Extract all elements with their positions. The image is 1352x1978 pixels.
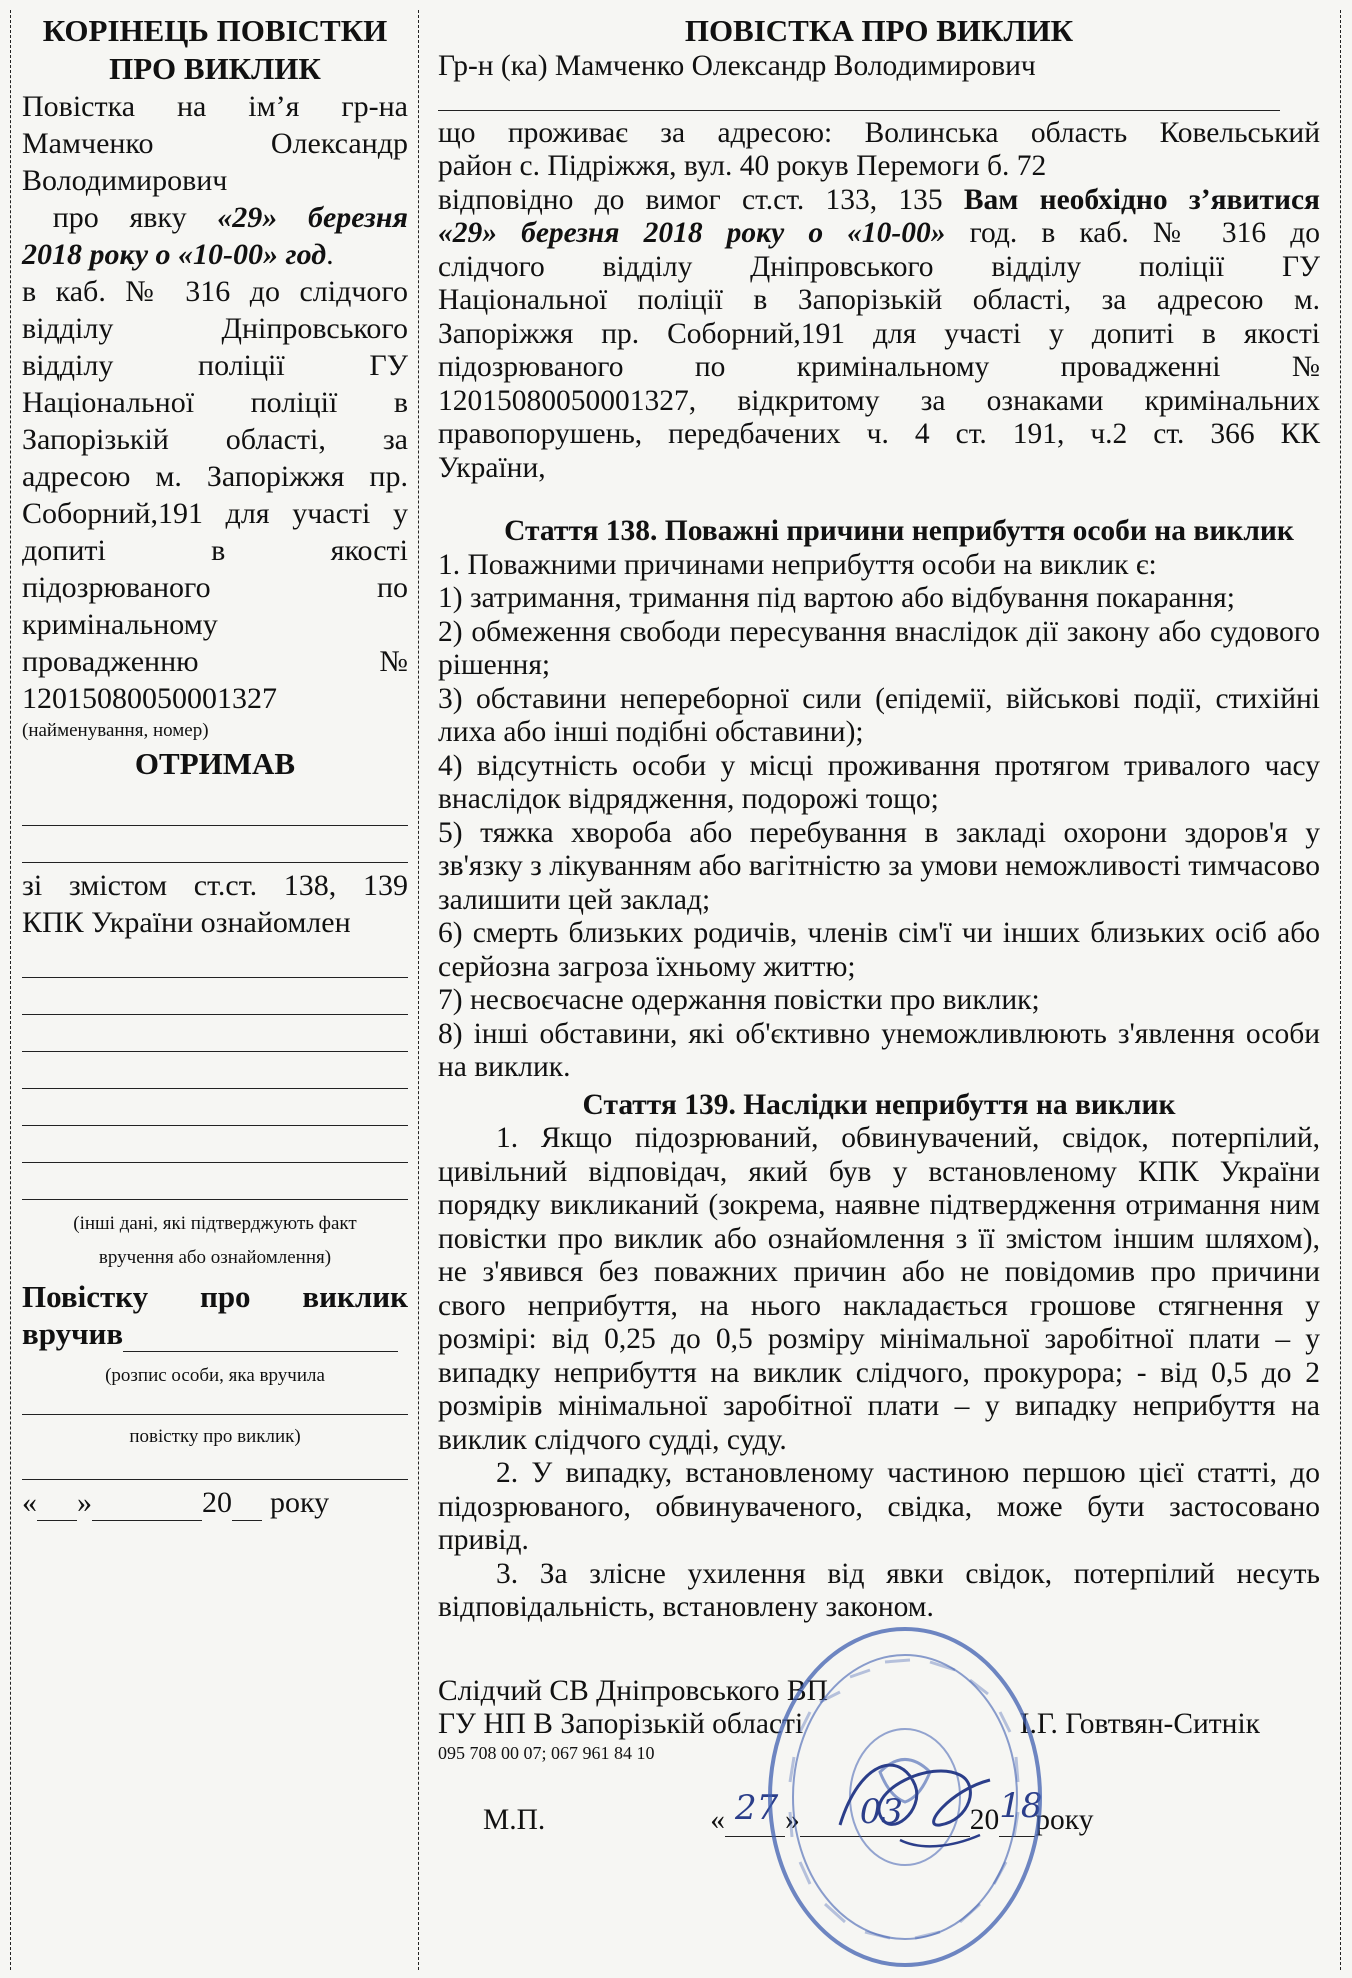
blank-line (22, 1015, 408, 1052)
cut-line-middle (418, 10, 419, 1970)
article-139-paragraph: 2. У випадку, встановленому частиною першою цієї статті, до підозрюваного, обвинуваченого, свідка, може бути застосовано привід. (438, 1457, 1320, 1556)
stub-line: Національної поліції в (22, 386, 408, 419)
stub-line: провадженню № (22, 645, 408, 678)
stub-date: «29» березня (217, 201, 408, 234)
article-138-item: 8) інші обставини, які об'єктивно унеможливлюють з'явлення особи на виклик. (438, 1017, 1320, 1083)
delivered-heading: Повістку про виклик (22, 1279, 408, 1314)
stub-text: . (326, 238, 334, 271)
date-line (438, 217, 1320, 251)
blank-line (438, 84, 1280, 111)
stub-line: допиті в якості (22, 534, 408, 567)
article-138-item: 6) смерть близьких родичів, членів сім'ї чи інших близьких осіб або серйозна загроза їхньому життю; (438, 917, 1320, 983)
day-field[interactable] (37, 1492, 77, 1521)
article-139-paragraph: 3. За злісне ухилення від явки свідок, потерпілий несуть відповідальність, встановлену законом. (438, 1557, 1320, 1623)
mp-label: М.П. (483, 1803, 546, 1836)
delivered-label: вручив (22, 1316, 124, 1351)
stub-line (22, 199, 408, 236)
date-quote: » (77, 1486, 92, 1519)
requirement-line (438, 184, 1320, 218)
handwritten-month: 03 (859, 1792, 904, 1832)
date-rest: год. в каб. № 316 до (945, 217, 1320, 249)
article-138-item: 7) несвоєчасне одержання повістки про виклик; (438, 984, 1040, 1016)
stub-line: кримінальному (22, 608, 218, 641)
body-line: України, (438, 451, 546, 484)
stub-line: Соборний,191 для участі у (22, 497, 408, 530)
signature-icon (820, 1730, 1010, 1870)
body-line: слідчого відділу Дніпровського відділу поліції ГУ (438, 250, 1320, 283)
stub-note: (найменування, номер) (22, 720, 209, 741)
stub-note: (розпис особи, яка вручила (105, 1365, 325, 1386)
stub-date: 2018 року о «10-00» год (22, 238, 327, 271)
blank-line (22, 1388, 408, 1415)
requirement-bold: Вам необхідно з’явитися (963, 183, 1321, 216)
year-word: року (1035, 1803, 1094, 1836)
blank-line (22, 978, 408, 1015)
investigator-title: Слідчий СВ Дніпровського ВП (438, 1674, 828, 1707)
body-line: підозрюваного по кримінальному провадженні № (438, 351, 1320, 383)
body-line: 12015080050001327, відкритому за ознаками кримінальних (438, 384, 1320, 417)
cut-line-right (1340, 10, 1341, 1970)
stub-note: (інші дані, які підтверджують факт (73, 1213, 357, 1234)
year-field[interactable] (232, 1492, 262, 1521)
stub-line: в каб. № 316 до слідчого (22, 275, 408, 308)
stub-line: відділу поліції ГУ (22, 349, 408, 382)
stub-line (22, 236, 408, 273)
stub-line: Мамченко Олександр (22, 127, 408, 160)
cut-line-left (10, 10, 11, 1970)
summons-column (438, 12, 1320, 1837)
appointment-date: «29» березня 2018 року о «10-00» (438, 217, 946, 249)
blank-line (22, 1089, 408, 1126)
blank-line (22, 826, 408, 863)
stub-column (22, 12, 408, 1521)
requirement-text: відповідно до вимог ст.ст. 133, 135 (438, 183, 964, 216)
article-139-paragraph: 1. Якщо підозрюваний, обвинувачений, свідок, потерпілий, цивільний відповідач, який був у встановленому КПК України порядку викликаний (зокрема, наявне підтвердження отримання ним повістки про виклик або ознайомлення з її змістом іншим шляхом), не з'явився без поважних причин або не повідомив про причини свого неприбуття, на нього накладається грошове стягнення у розмірі: від 0,25 до 0,5 розміру мінімальної заробітної плати – у випадку неприбуття на виклик слідчого, прокурора; - від 0,5 до 2 розмірів мінімальної заробітної плати – у випадку неприбуття на виклик слідчого судді, суду. (438, 1122, 1320, 1456)
article-138-item: 2) обмеження свободи пересування внаслідок дії закону або судового рішення; (438, 615, 1320, 681)
signature-field[interactable] (123, 1321, 398, 1352)
blank-line (22, 1163, 408, 1200)
body-line: Національної поліції в Запорізькій області, за адресою м. (438, 284, 1320, 316)
stub-line: КПК України ознайомлен (22, 906, 351, 939)
stub-line: Повістка на ім’я гр-на (22, 90, 408, 123)
summons-title: ПОВІСТКА ПРО ВИКЛИК (684, 13, 1074, 48)
article-138-intro: 1. Поважними причинами неприбуття особи на виклик є: (438, 548, 1157, 581)
investigator-name: І.Г. Говтвян-Ситнік (1019, 1708, 1260, 1740)
stub-note: повістку про виклик) (129, 1426, 301, 1447)
received-heading: ОТРИМАВ (134, 746, 296, 781)
stub-note: вручення або ознайомлення) (98, 1247, 332, 1268)
date-quote: « (710, 1803, 726, 1836)
stub-line: 12015080050001327 (22, 682, 277, 715)
blank-line (22, 1449, 408, 1480)
year-word: року (270, 1486, 330, 1519)
date-quote: » (785, 1803, 800, 1836)
handwritten-year: 18 (999, 1786, 1043, 1826)
article-138-title: Стаття 138. Поважні причини неприбуття особи на виклик (504, 515, 1294, 547)
phone-numbers: 095 708 00 07; 067 961 84 10 (438, 1742, 655, 1763)
stub-line: зі змістом ст.ст. 138, 139 (22, 869, 408, 902)
delivered-row (22, 1315, 408, 1352)
address-line: район с. Підріжжя, вул. 40 рокув Перемоги б. 72 (438, 150, 1047, 182)
stub-date-row (22, 1484, 408, 1521)
stub-title: КОРІНЕЦЬ ПОВІСТКИ ПРО ВИКЛИК (42, 13, 388, 86)
article-139-title: Стаття 139. Наслідки неприбуття на виклик (582, 1088, 1176, 1121)
year-prefix: 20 (202, 1486, 232, 1519)
blank-line (22, 1052, 408, 1089)
article-138-item: 3) обставини непереборної сили (епідемії, військові події, стихійні лиха або інші подібні обставини); (438, 682, 1320, 748)
handwritten-day: 27 (735, 1788, 779, 1828)
investigator-dept: ГУ НП В Запорізькій області (438, 1708, 804, 1740)
date-quote: « (22, 1486, 37, 1519)
stub-line: відділу Дніпровського (22, 312, 408, 345)
stub-line: Запорізькій області, за (22, 423, 408, 456)
stub-text: про явку (52, 201, 218, 234)
body-line: Запоріжжя пр. Соборний,191 для участі у допиті в якості (438, 317, 1320, 350)
body-line: правопорушень, передбачених ч. 4 ст. 191, ч.2 ст. 366 КК (438, 418, 1320, 450)
blank-line (22, 941, 408, 978)
stub-line: Володимирович (22, 164, 228, 197)
article-138-item: 1) затримання, тримання під вартою або відбування покарання; (438, 582, 1235, 614)
month-field[interactable] (92, 1492, 202, 1521)
blank-line (22, 1126, 408, 1163)
recipient-line: Гр-н (ка) Мамченко Олександр Володимирович (438, 50, 1036, 82)
blank-line (22, 789, 408, 826)
stub-line: адресою м. Запоріжжя пр. (22, 460, 408, 493)
address-line: що проживає за адресою: Волинська область Ковельський (438, 116, 1320, 149)
article-138-item: 5) тяжка хвороба або перебування в закладі охорони здоров'я у зв'язку з лікуванням або вагітністю за умови неможливості тимчасово залишити цей заклад; (438, 816, 1320, 916)
year-prefix: 20 (969, 1803, 1000, 1836)
stub-line: підозрюваного по (22, 571, 408, 604)
article-138-item: 4) відсутність особи у місці проживання протягом тривалого часу внаслідок відрядження, подорожі тощо; (438, 749, 1320, 815)
